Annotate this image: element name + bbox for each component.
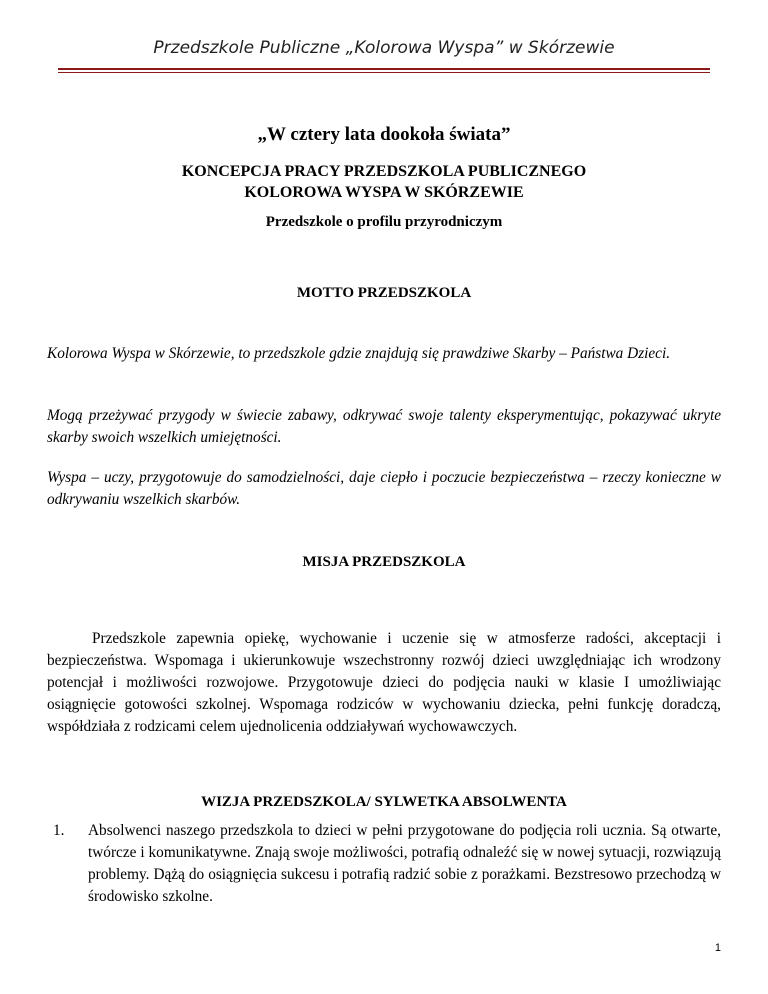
list-item [47,820,721,908]
motto-paragraph-2: Mogą przeżywać przygody w świecie zabawy, odkrywać swoje talenty eksperymentując, pokazywać ukryte skarby swoich wszelkich umiejętności. [47,407,721,446]
page-number: 1 [714,942,721,954]
list-item-number: 1. [53,822,65,839]
document-title: „W cztery lata dookoła świata” [257,124,511,145]
subtitle-line-2: KOLOROWA WYSPA W SKÓRZEWIE [244,184,524,201]
motto-paragraph-1: Kolorowa Wyspa w Skórzewie, to przedszkole gdzie znajdują się prawdziwe Skarby – Państwa Dzieci. [47,345,671,362]
document-subtitle [58,161,710,203]
wizja-heading: WIZJA PRZEDSZKOLA/ SYLWETKA ABSOLWENTA [201,794,567,810]
wizja-list [47,820,721,908]
motto-heading: MOTTO PRZEDSZKOLA [296,285,472,301]
profile-line: Przedszkole o profilu przyrodniczym [265,214,503,230]
motto-paragraph-3: Wyspa – uczy, przygotowuje do samodzielności, daje ciepło i poczucie bezpieczeństwa – rzeczy konieczne w odkrywaniu wszelkich skarbów. [47,469,721,508]
misja-heading: MISJA PRZEDSZKOLA [302,554,466,570]
header-rule [58,68,710,70]
page-header: Przedszkole Publiczne „Kolorowa Wyspa” w Skórzewie [153,38,615,58]
list-item-text: Absolwenci naszego przedszkola to dzieci w pełni przygotowane do podjęcia roli ucznia. Są otwarte, twórcze i komunikatywne. Znają swoje możliwości, potrafią odnaleźć się w nowej sytuacji, rozwiązują problemy. Dążą do osiągnięcia sukcesu i potrafią radzić sobie z porażkami. Bezstresowo przechodzą w środowisko szkolne. [88,822,721,905]
misja-paragraph: Przedszkole zapewnia opiekę, wychowanie i uczenie się w atmosferze radości, akceptacji i bezpieczeństwa. Wspomaga i ukierunkowuje wszechstronny rozwój dzieci uwzględniając ich wrodzony potencjał i możliwości rozwojowe. Przygotowuje dzieci do podjęcia nauki w klasie I umożliwiając osiągnięcie gotowości szkolnej. Wspomaga rodziców w wychowaniu dziecka, pełni funkcję doradczą, współdziała z rodzicami celem ujednolicenia oddziaływań wychowawczych. [47,630,721,735]
subtitle-line-1: KONCEPCJA PRACY PRZEDSZKOLA PUBLICZNEGO [181,163,587,180]
header-rule-thin [58,72,710,73]
